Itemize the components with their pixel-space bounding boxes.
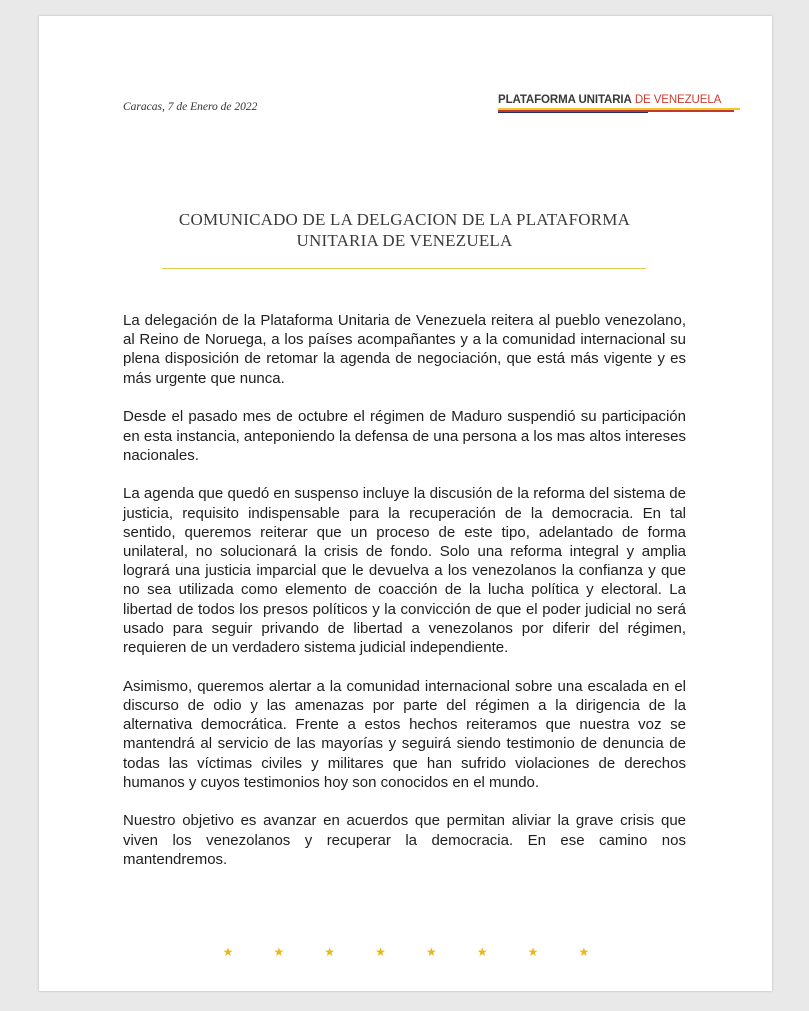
body-paragraph: Desde el pasado mes de octubre el régimen de Maduro suspendió su participación en esta instancia, anteponiendo la defensa de una persona a los mas altos intereses nacionales.: [123, 408, 686, 464]
star-icon: ★: [476, 945, 488, 959]
star-icon: ★: [578, 945, 590, 959]
logo-wordmark: [498, 93, 743, 107]
title-divider: [162, 268, 646, 269]
title-line-1: COMUNICADO DE LA DELGACION DE LA PLATAFORMA: [178, 210, 631, 229]
body-paragraph: Asimismo, queremos alertar a la comunidad internacional sobre una escalada en el discurso de odio y las amenazas por parte del régimen a la dirigencia de la alternativa democrática. Frente a estos hechos reiteramos que nuestra voz se mantendrá al servicio de las mayorías y seguirá siendo testimonio de denuncia de todas las víctimas civiles y militares que han sufrido violaciones de derechos humanos y cuyos testimonios hoy son conocidos en el mundo.: [123, 677, 686, 791]
document-body: [123, 311, 686, 889]
logo-stripe-blue: [498, 112, 648, 114]
star-icon: ★: [375, 945, 386, 959]
document-title: [140, 209, 669, 251]
star-icon: ★: [527, 945, 539, 959]
star-icon: ★: [324, 945, 336, 959]
document-date: Caracas, 7 de Enero de 2022: [123, 101, 258, 113]
star-icon: ★: [425, 945, 437, 959]
body-paragraph: La delegación de la Plataforma Unitaria de Venezuela reitera al pueblo venezolano, al Reino de Noruega, a los países acompañantes y a la comunidad internacional su plena disposición de retomar la agenda de negociación, que está más vigente y es más urgente que nunca.: [123, 312, 686, 387]
logo-flag-stripes: [498, 108, 743, 113]
star-icon: ★: [273, 945, 285, 959]
title-line-2: UNITARIA DE VENEZUELA: [296, 231, 513, 250]
footer-stars: [221, 945, 591, 959]
star-icon: ★: [222, 945, 234, 959]
body-paragraph: La agenda que quedó en suspenso incluye la discusión de la reforma del sistema de justicia, requisito indispensable para la recuperación de la democracia. En tal sentido, queremos reiterar que un proceso de este tipo, adelantado de forma unilateral, no solucionará la crisis de fondo. Solo una reforma integral y amplia logrará una justicia imparcial que le devuelva a los venezolanos la confianza y que no sea utilizada como elemento de coacción de la lucha política y electoral. La libertad de todos los presos políticos y la convicción de que el poder judicial no será usado para seguir privando de libertad a venezolanos por diferir del régimen, requieren de un verdadero sistema judicial independiente.: [123, 485, 686, 657]
plataforma-unitaria-logo: [498, 93, 743, 113]
logo-text-primary: PLATAFORMA UNITARIA: [498, 94, 632, 106]
logo-text-secondary: DE VENEZUELA: [631, 94, 722, 106]
body-paragraph: Nuestro objetivo es avanzar en acuerdos que permitan aliviar la grave crisis que viven los venezolanos y recuperar la democracia. En ese camino nos mantendremos.: [123, 812, 686, 868]
